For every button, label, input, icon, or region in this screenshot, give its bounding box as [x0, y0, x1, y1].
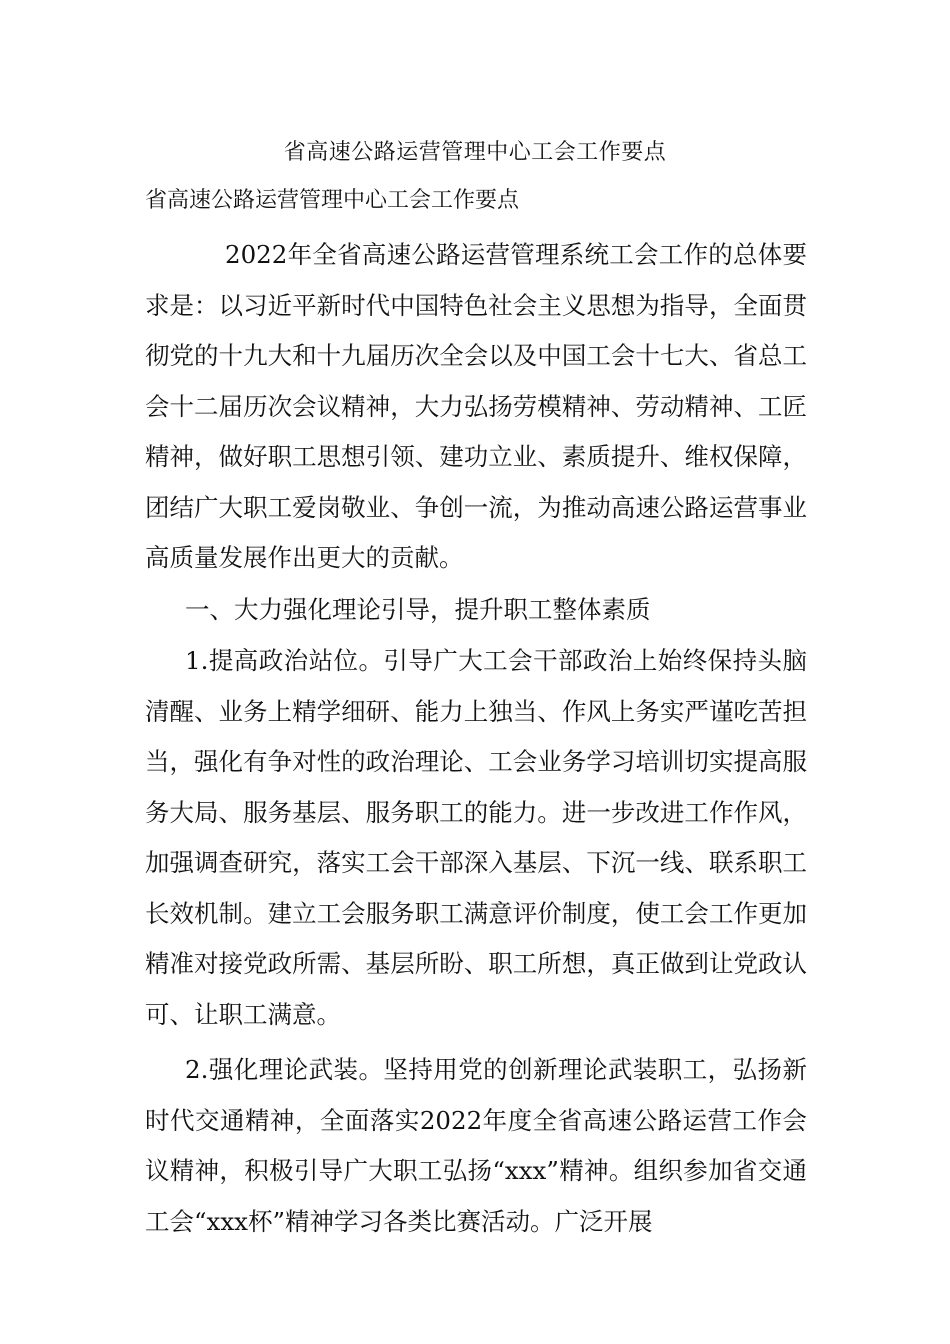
- document-body: [145, 230, 807, 1247]
- intro-paragraph: 2022年全省高速公路运营管理系统工会工作的总体要求是：以习近平新时代中国特色社会主义思想为指导，全面贯彻党的十九大和十九届历次全会以及中国工会十七大、省总工会十二届历次会议精神，大力弘扬劳模精神、劳动精神、工匠精神，做好职工思想引领、建功立业、素质提升、维权保障，团结广大职工爱岗敬业、争创一流，为推动高速公路运营事业高质量发展作出更大的贡献。: [145, 240, 807, 572]
- section-heading: 一、大力强化理论引导，提升职工整体素质: [185, 594, 651, 624]
- item-paragraph-1: 1.提高政治站位。引导广大工会干部政治上始终保持头脑清醒、业务上精学细研、能力上独当、作风上务实严谨吃苦担当，强化有争对性的政治理论、工会业务学习培训切实提高服务大局、服务基层、服务职工的能力。进一步改进工作作风，加强调查研究，落实工会干部深入基层、下沉一线、联系职工长效机制。建立工会服务职工满意评价制度，使工会工作更加精准对接党政所需、基层所盼、职工所想，真正做到让党政认可、让职工满意。: [145, 646, 807, 1029]
- item-paragraph-2: 2.强化理论武装。坚持用党的创新理论武装职工，弘扬新时代交通精神，全面落实2022年度全省高速公路运营工作会议精神，积极引导广大职工弘扬“xxx”精神。组织参加省交通工会“xxx杯”精神学习各类比赛活动。广泛开展: [145, 1055, 807, 1236]
- document-subtitle: 省高速公路运营管理中心工会工作要点: [145, 188, 520, 213]
- document-title: 省高速公路运营管理中心工会工作要点: [283, 140, 667, 165]
